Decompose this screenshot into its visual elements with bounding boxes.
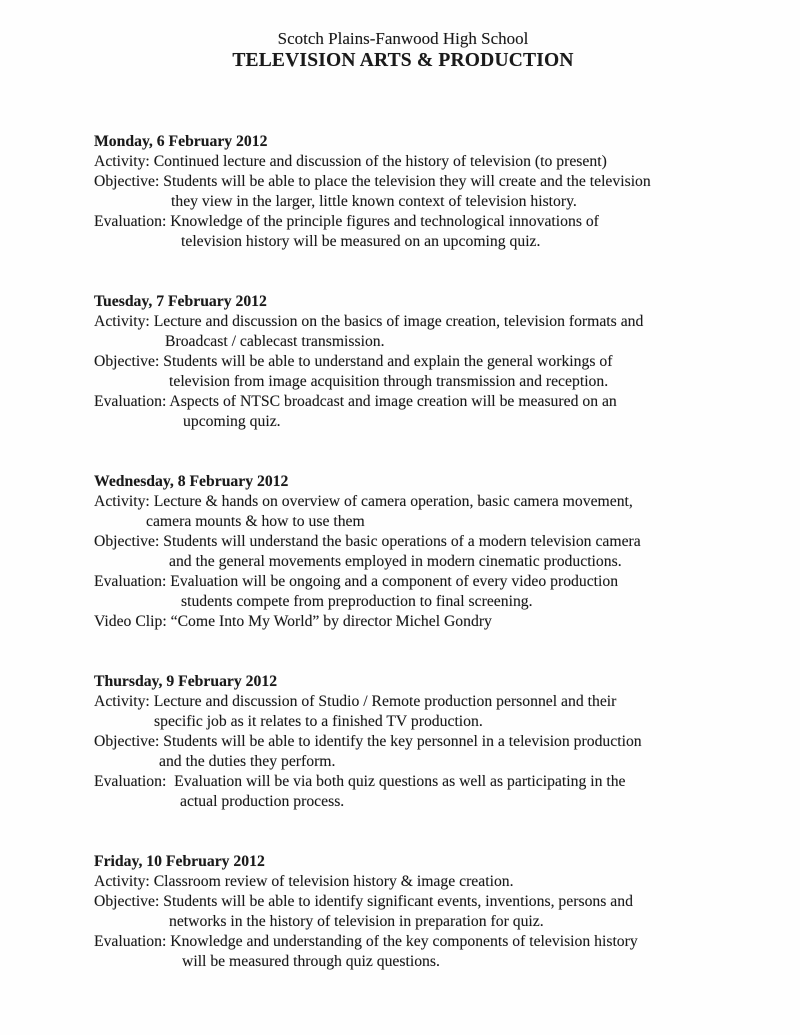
school-name: Scotch Plains-Fanwood High School bbox=[277, 29, 529, 48]
schedule-line: upcoming quiz. bbox=[183, 413, 281, 430]
day-date: Monday, 6 February 2012 bbox=[94, 133, 268, 150]
schedule bbox=[94, 132, 712, 972]
schedule-line: Evaluation: Aspects of NTSC broadcast and image creation will be measured on an bbox=[94, 393, 617, 410]
schedule-line: specific job as it relates to a finished TV production. bbox=[154, 713, 483, 730]
day-date: Wednesday, 8 February 2012 bbox=[94, 473, 289, 490]
schedule-line: Evaluation: Knowledge of the principle figures and technological innovations of bbox=[94, 213, 599, 230]
schedule-line: Objective: Students will be able to identify significant events, inventions, persons and bbox=[94, 893, 633, 910]
schedule-line: actual production process. bbox=[180, 793, 345, 810]
schedule-line: Video Clip: “Come Into My World” by director Michel Gondry bbox=[94, 613, 492, 630]
schedule-line: Evaluation: Knowledge and understanding of the key components of television history bbox=[94, 933, 638, 950]
schedule-line: will be measured through quiz questions. bbox=[182, 953, 440, 970]
day-section bbox=[94, 132, 712, 252]
day-date: Tuesday, 7 February 2012 bbox=[94, 293, 267, 310]
schedule-line: Activity: Classroom review of television history & image creation. bbox=[94, 873, 514, 890]
schedule-line: Evaluation: Evaluation will be ongoing and a component of every video production bbox=[94, 573, 619, 590]
day-section bbox=[94, 852, 712, 972]
schedule-line: and the duties they perform. bbox=[159, 753, 336, 770]
schedule-line: and the general movements employed in modern cinematic productions. bbox=[169, 553, 622, 570]
schedule-line: Activity: Lecture and discussion of Studio / Remote production personnel and their bbox=[94, 693, 617, 710]
day-section bbox=[94, 672, 712, 812]
schedule-line: television history will be measured on an upcoming quiz. bbox=[181, 233, 541, 250]
document-header bbox=[94, 29, 712, 73]
schedule-line: Objective: Students will be able to understand and explain the general workings of bbox=[94, 353, 613, 370]
schedule-line: students compete from preproduction to final screening. bbox=[181, 593, 533, 610]
schedule-line: Activity: Continued lecture and discussion of the history of television (to present) bbox=[94, 153, 607, 170]
schedule-line: Activity: Lecture & hands on overview of camera operation, basic camera movement, bbox=[94, 493, 633, 510]
schedule-line: Broadcast / cablecast transmission. bbox=[165, 333, 385, 350]
day-section bbox=[94, 292, 712, 432]
schedule-line: they view in the larger, little known context of television history. bbox=[171, 193, 577, 210]
schedule-line: camera mounts & how to use them bbox=[146, 513, 365, 530]
day-section bbox=[94, 472, 712, 632]
schedule-line: Objective: Students will be able to identify the key personnel in a television production bbox=[94, 733, 642, 750]
day-date: Thursday, 9 February 2012 bbox=[94, 673, 278, 690]
course-title: TELEVISION ARTS & PRODUCTION bbox=[232, 50, 574, 71]
schedule-line: networks in the history of television in preparation for quiz. bbox=[169, 913, 544, 930]
schedule-line: Objective: Students will be able to place the television they will create and the television bbox=[94, 173, 651, 190]
schedule-line: television from image acquisition through transmission and reception. bbox=[169, 373, 609, 390]
schedule-line: Objective: Students will understand the basic operations of a modern television camera bbox=[94, 533, 641, 550]
schedule-line: Activity: Lecture and discussion on the basics of image creation, television formats and bbox=[94, 313, 644, 330]
schedule-line: Evaluation: Evaluation will be via both quiz questions as well as participating in the bbox=[94, 773, 626, 790]
day-date: Friday, 10 February 2012 bbox=[94, 853, 265, 870]
